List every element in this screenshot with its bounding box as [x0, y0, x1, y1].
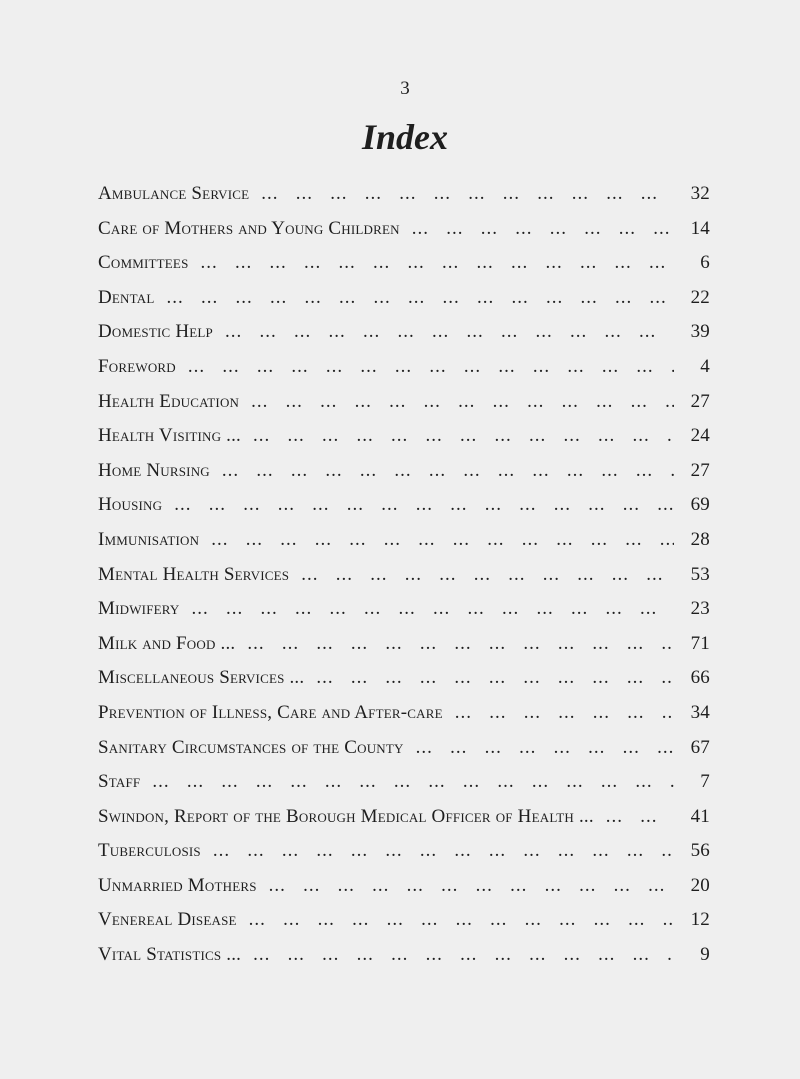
index-entry-page: 20 — [690, 874, 710, 896]
index-entry-label: Venereal Disease — [98, 909, 237, 931]
index-entry-label: Immunisation — [98, 528, 200, 550]
index-entry-page: 28 — [690, 528, 710, 550]
index-entry — [98, 183, 710, 218]
page-number: 3 — [400, 78, 410, 99]
index-leader-dots — [225, 321, 674, 343]
index-entry — [98, 806, 710, 841]
index-entry-label: Domestic Help — [98, 321, 213, 343]
index-leader-dots — [188, 356, 674, 378]
index-entry-label: Tuberculosis — [98, 840, 201, 862]
index-leader-dots — [606, 806, 674, 828]
index-entry-page: 22 — [690, 286, 710, 308]
index-entry — [98, 702, 710, 737]
index-entry — [98, 460, 710, 495]
index-leader-dots — [201, 252, 674, 274]
index-entry-page: 12 — [690, 909, 710, 931]
index-entry-label: Committees — [98, 252, 189, 274]
index-entry — [98, 875, 710, 910]
index-leader-dots — [301, 564, 674, 586]
index-leader-dots — [416, 737, 674, 759]
index-entry — [98, 771, 710, 806]
index-entry-page: 71 — [690, 632, 710, 654]
index-entry-page: 41 — [690, 805, 710, 827]
index-entry-page: 9 — [700, 944, 710, 966]
index-entry — [98, 252, 710, 287]
index-entry-page: 7 — [700, 771, 710, 793]
index-leader-dots — [269, 875, 674, 897]
index-entry-page: 24 — [690, 425, 710, 447]
index-entry-page: 53 — [690, 563, 710, 585]
index-entry — [98, 944, 710, 979]
index-entry-page: 39 — [690, 321, 710, 343]
index-entry-page: 34 — [690, 701, 710, 723]
index-entry — [98, 356, 710, 391]
index-leader-dots — [455, 702, 674, 724]
index-entry-page: 4 — [700, 355, 710, 377]
index-entry-page: 14 — [690, 217, 710, 239]
index-entry-label: Dental — [98, 286, 155, 308]
index-leader-dots — [192, 598, 674, 620]
index-leader-dots — [213, 840, 674, 862]
index-entry — [98, 909, 710, 944]
index-entry — [98, 840, 710, 875]
index-entry — [98, 494, 710, 529]
index-entry-page: 67 — [690, 736, 710, 758]
index-leader-dots — [174, 494, 674, 516]
index-leader-dots — [251, 391, 674, 413]
index-leader-dots — [316, 667, 674, 689]
index-list — [98, 183, 710, 979]
index-entry-label: Vital Statistics ... — [98, 944, 242, 966]
index-entry-label: Housing — [98, 494, 163, 516]
index-entry-label: Health Education — [98, 390, 240, 412]
index-entry-label: Milk and Food ... — [98, 632, 236, 654]
index-entry-label: Sanitary Circumstances of the County — [98, 736, 404, 758]
index-leader-dots — [222, 460, 674, 482]
index-entry-label: Mental Health Services — [98, 563, 290, 585]
index-entry-page: 6 — [700, 252, 710, 274]
page-title: Index — [361, 117, 448, 157]
index-entry — [98, 529, 710, 564]
index-leader-dots — [247, 633, 674, 655]
index-entry-label: Foreword — [98, 355, 176, 377]
index-entry-label: Staff — [98, 771, 141, 793]
index-leader-dots — [152, 771, 674, 793]
index-entry-page: 69 — [690, 494, 710, 516]
index-entry-label: Care of Mothers and Young Children — [98, 217, 400, 239]
index-entry — [98, 598, 710, 633]
index-entry-page: 23 — [690, 598, 710, 620]
index-entry-label: Swindon, Report of the Borough Medical Officer of Health ... — [98, 805, 594, 827]
index-entry-page: 27 — [690, 390, 710, 412]
index-leader-dots — [412, 218, 674, 240]
index-entry — [98, 737, 710, 772]
index-entry-label: Home Nursing — [98, 459, 210, 481]
index-entry — [98, 564, 710, 599]
index-entry-label: Ambulance Service — [98, 183, 250, 204]
index-entry — [98, 667, 710, 702]
index-entry — [98, 391, 710, 426]
index-leader-dots — [211, 529, 674, 551]
index-entry-page: 56 — [690, 840, 710, 862]
index-entry — [98, 321, 710, 356]
index-entry — [98, 633, 710, 668]
index-entry-label: Health Visiting ... — [98, 425, 241, 447]
index-entry-page: 27 — [690, 459, 710, 481]
index-entry-label: Unmarried Mothers — [98, 874, 257, 896]
index-leader-dots — [253, 944, 674, 966]
index-leader-dots — [261, 183, 674, 205]
index-leader-dots — [249, 909, 674, 931]
index-entry-label: Prevention of Illness, Care and After-care — [98, 701, 443, 723]
index-entry — [98, 425, 710, 460]
index-entry-page: 66 — [690, 667, 710, 689]
index-entry — [98, 218, 710, 253]
index-entry-label: Midwifery — [98, 598, 180, 620]
index-entry-label: Miscellaneous Services ... — [98, 667, 305, 689]
index-entry — [98, 287, 710, 322]
index-leader-dots — [166, 287, 674, 309]
index-leader-dots — [253, 425, 674, 447]
index-entry-page: 32 — [690, 183, 710, 204]
